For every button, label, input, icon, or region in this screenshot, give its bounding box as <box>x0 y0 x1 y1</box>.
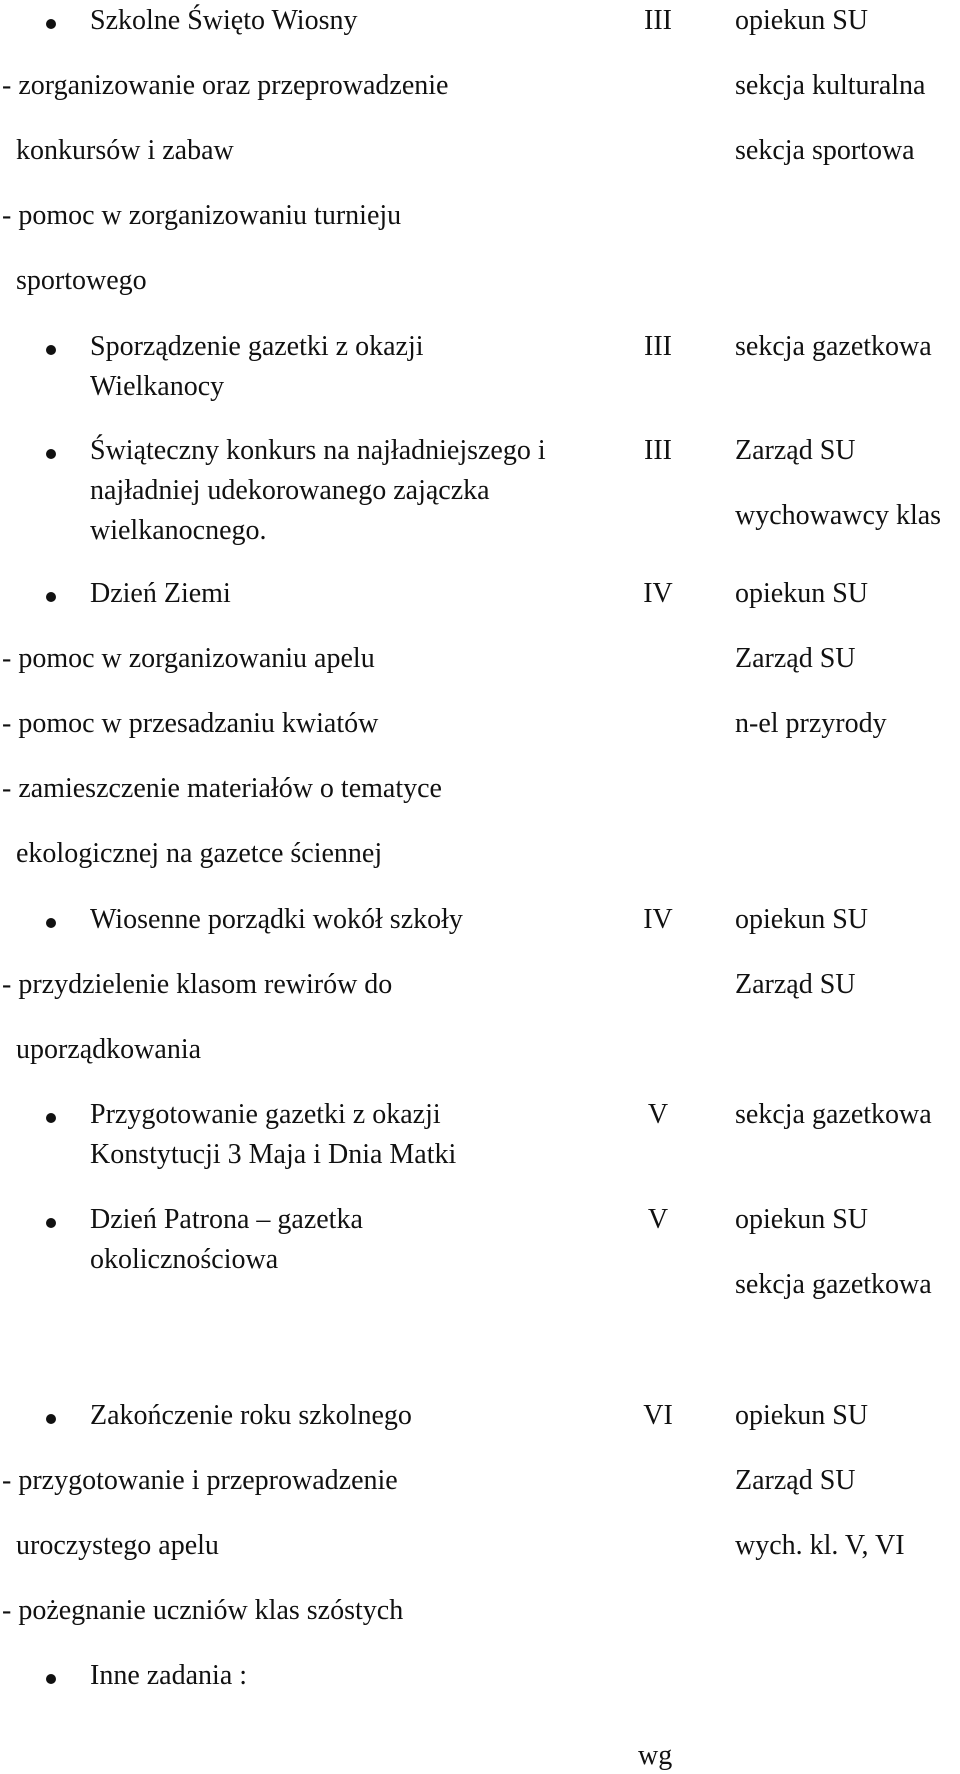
responsible: wychowawcy klas <box>735 500 942 531</box>
task-title: najładniej udekorowanego zajączka <box>90 475 490 506</box>
subtask: - pożegnanie uczniów klas szóstych <box>2 1595 404 1626</box>
task-title: Konstytucji 3 Maja i Dnia Matki <box>90 1139 457 1170</box>
bullet-icon <box>46 1113 56 1123</box>
task-title: wielkanocnego. <box>90 515 267 546</box>
subtask: - pomoc w zorganizowaniu turnieju <box>2 200 402 231</box>
task-title: Dzień Patrona – gazetka <box>90 1204 363 1235</box>
month: III <box>644 435 672 466</box>
responsible: sekcja kulturalna <box>735 70 926 101</box>
task-title: Wiosenne porządki wokół szkoły <box>90 904 463 935</box>
responsible: wych. kl. V, VI <box>735 1530 905 1561</box>
month: III <box>644 331 672 362</box>
responsible: opiekun SU <box>735 5 868 36</box>
subtask: - zorganizowanie oraz przeprowadzenie <box>2 70 449 101</box>
responsible: opiekun SU <box>735 1204 868 1235</box>
task-title: Świąteczny konkurs na najładniejszego i <box>90 435 546 466</box>
responsible: sekcja sportowa <box>735 135 915 166</box>
task-title: Przygotowanie gazetki z okazji <box>90 1099 441 1130</box>
month: VI <box>643 1400 673 1431</box>
subtask: - przygotowanie i przeprowadzenie <box>2 1465 398 1496</box>
bullet-icon <box>46 1414 56 1424</box>
responsible: Zarząd SU <box>735 643 856 674</box>
task-title: Dzień Ziemi <box>90 578 231 609</box>
responsible: opiekun SU <box>735 904 868 935</box>
responsible: Zarząd SU <box>735 435 856 466</box>
task-title: Inne zadania : <box>90 1660 248 1691</box>
responsible: sekcja gazetkowa <box>735 331 932 362</box>
subtask: uroczystego apelu <box>16 1530 219 1561</box>
month: III <box>644 5 672 36</box>
task-title: Szkolne Święto Wiosny <box>90 5 358 36</box>
month: V <box>647 1204 669 1235</box>
bullet-icon <box>46 345 56 355</box>
responsible: sekcja gazetkowa <box>735 1269 932 1300</box>
bullet-icon <box>46 449 56 459</box>
responsible: opiekun SU <box>735 1400 868 1431</box>
bullet-icon <box>46 19 56 29</box>
bullet-icon <box>46 592 56 602</box>
subtask: - przydzielenie klasom rewirów do <box>2 969 393 1000</box>
task-title: Wielkanocy <box>90 371 225 402</box>
responsible: sekcja gazetkowa <box>735 1099 932 1130</box>
bullet-icon <box>46 1218 56 1228</box>
responsible: opiekun SU <box>735 578 868 609</box>
subtask: uporządkowania <box>16 1034 202 1065</box>
bullet-icon <box>46 1674 56 1684</box>
subtask: - pomoc w przesadzaniu kwiatów <box>2 708 379 739</box>
month: V <box>647 1099 669 1130</box>
month: IV <box>643 578 673 609</box>
task-title: Zakończenie roku szkolnego <box>90 1400 412 1431</box>
subtask: ekologicznej na gazetce ściennej <box>16 838 383 869</box>
month: IV <box>643 904 673 935</box>
responsible: Zarząd SU <box>735 1465 856 1496</box>
subtask: - zamieszczenie materiałów o tematyce <box>2 773 442 804</box>
task-title: okolicznościowa <box>90 1244 279 1275</box>
responsible: Zarząd SU <box>735 969 856 1000</box>
responsible: n-el przyrody <box>735 708 887 739</box>
footer-fragment: wg <box>638 1740 673 1771</box>
subtask: - pomoc w zorganizowaniu apelu <box>2 643 375 674</box>
task-title: Sporządzenie gazetki z okazji <box>90 331 424 362</box>
subtask: konkursów i zabaw <box>16 135 234 166</box>
bullet-icon <box>46 918 56 928</box>
subtask: sportowego <box>16 265 147 296</box>
